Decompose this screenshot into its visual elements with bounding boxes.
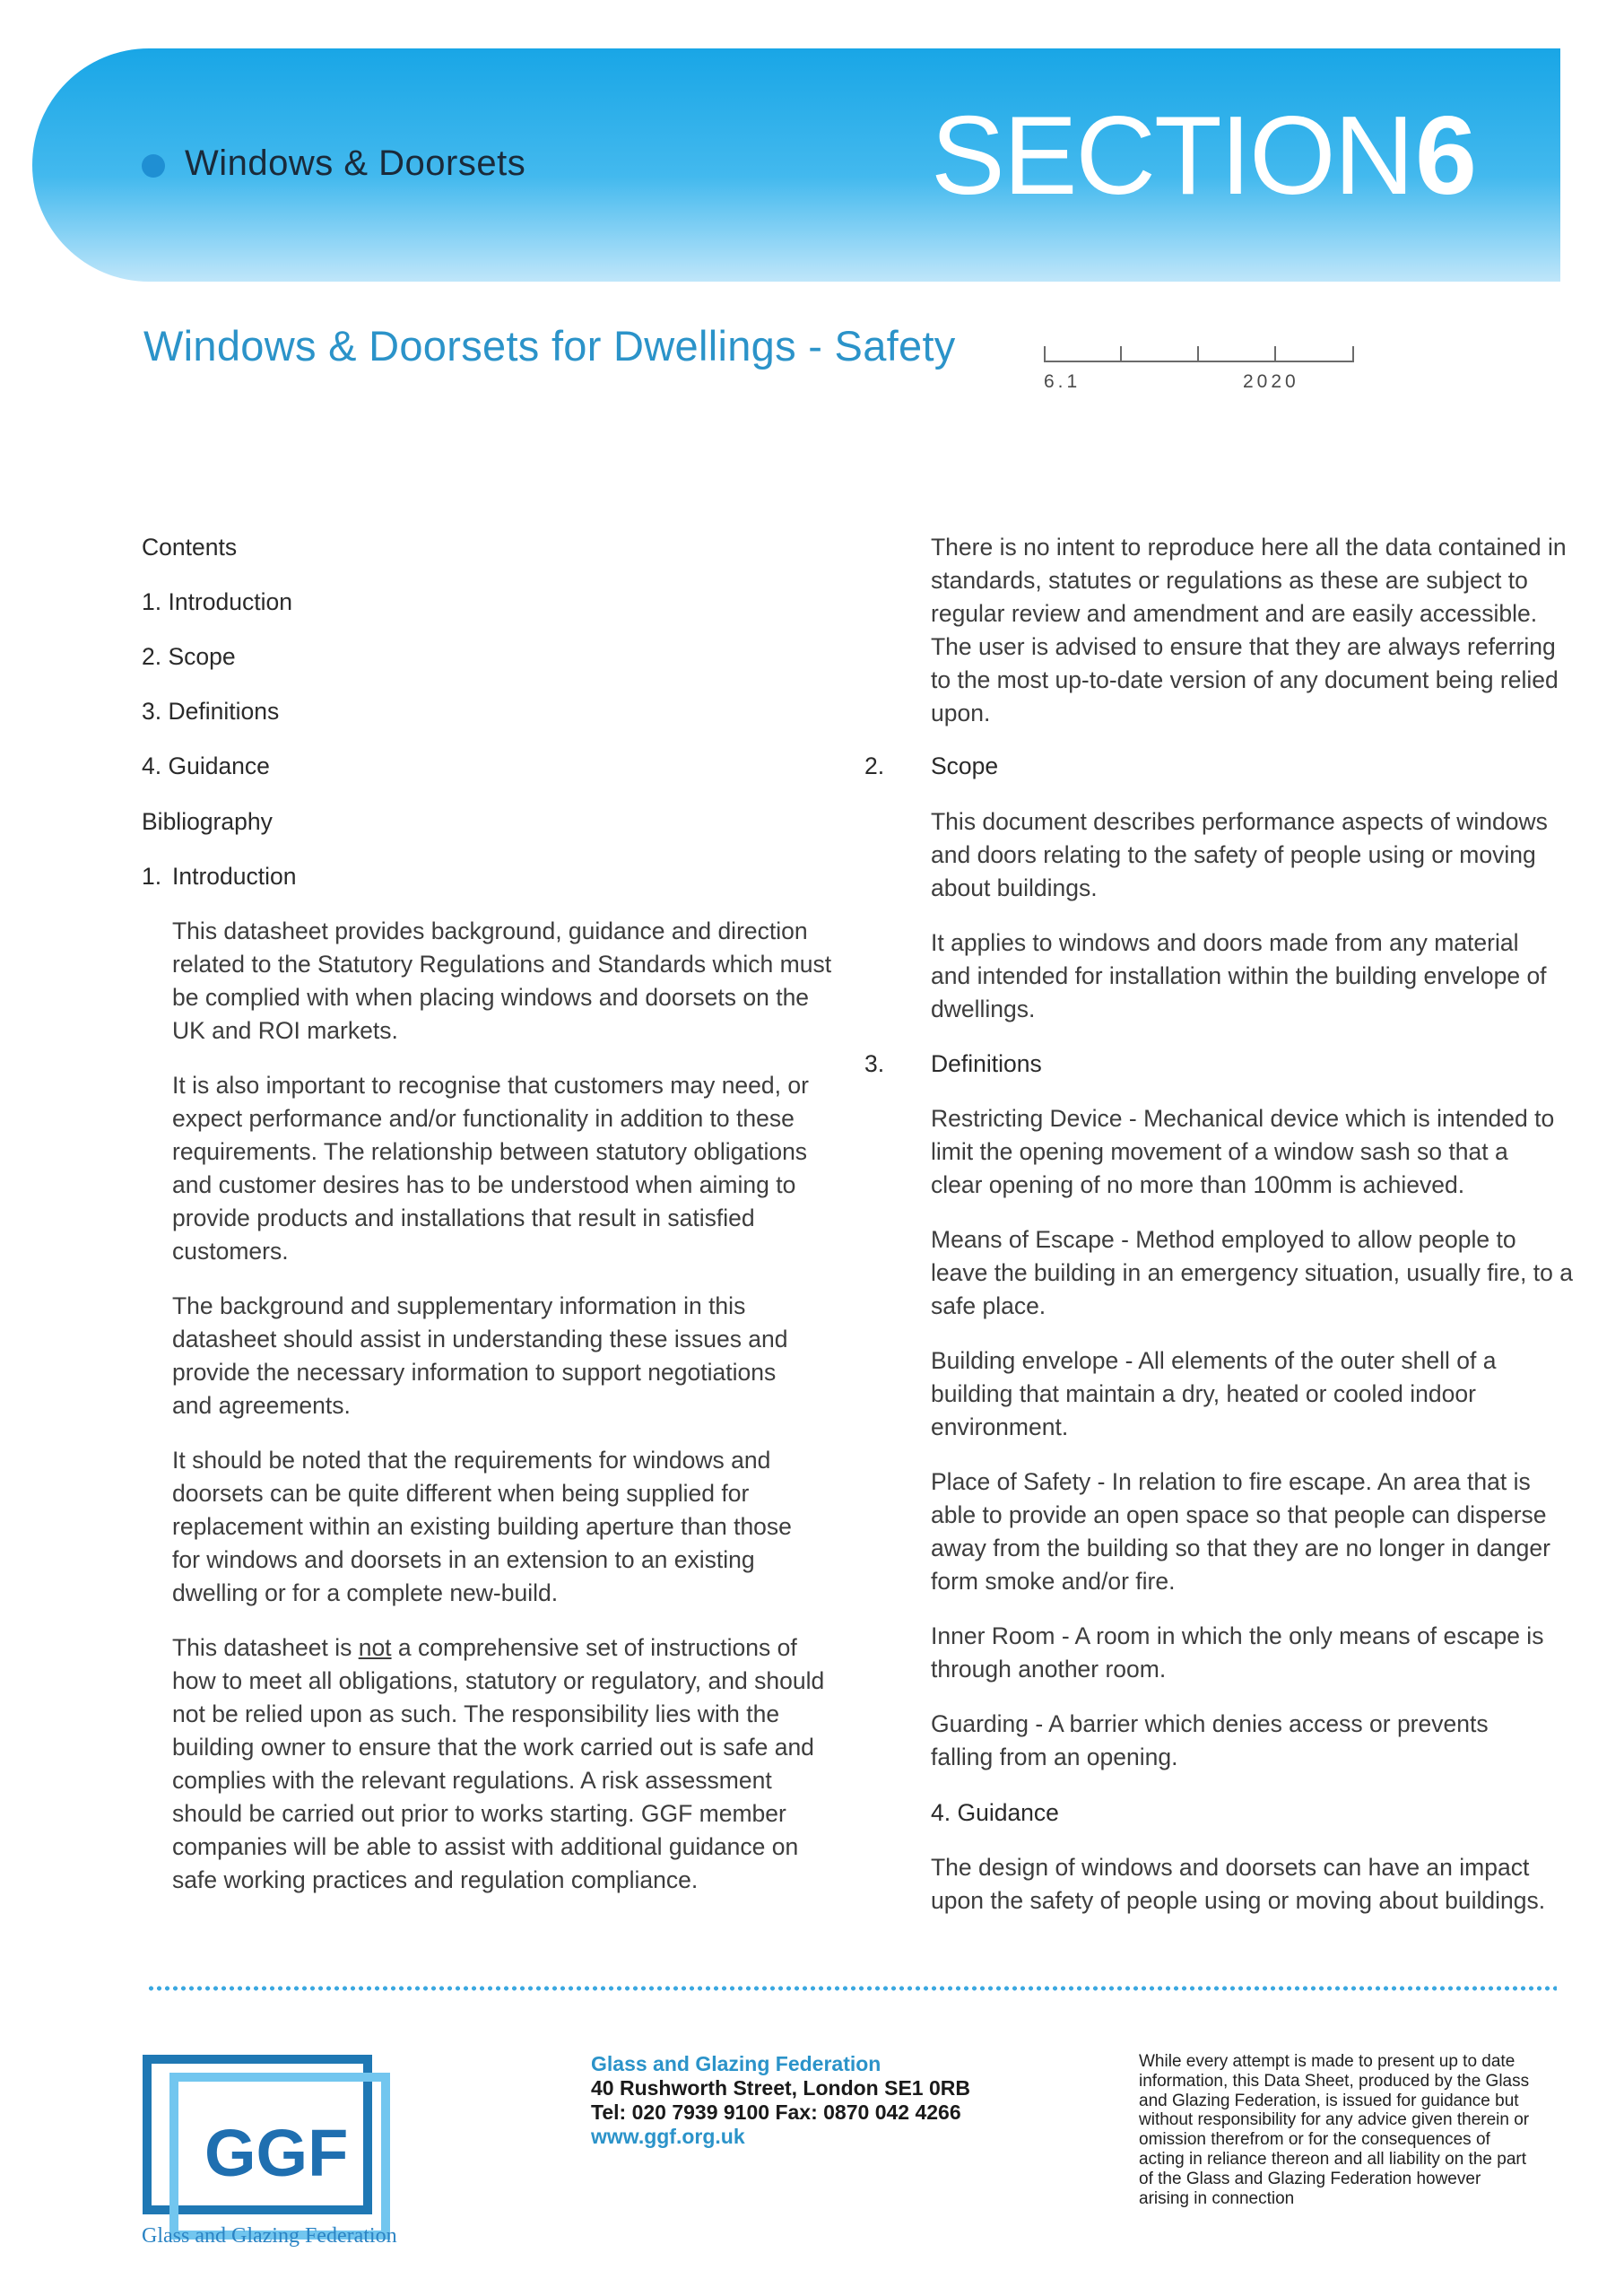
page-title: Windows & Doorsets for Dwellings - Safety (143, 322, 956, 370)
contents-item: 1. Introduction (142, 588, 292, 615)
guidance-paragraph: The design of windows and doorsets can have an impact upon the safety of people using or moving about buildings. (931, 1854, 1546, 1914)
definition-item: Means of Escape - Method employed to allow people to leave the building in an emergency situation, usually fire, to a safe place. (931, 1226, 1573, 1319)
intro-paragraph: It should be noted that the requirements for windows and doorsets can be quite different when being supplied for replacement within an existing building aperture than those for windows and doorsets in an extension to an existing dwelling or for a complete new-build. (172, 1447, 792, 1606)
section-heading: 4. Guidance (931, 1799, 1059, 1826)
ruler-tick (1274, 346, 1276, 362)
section-heading: Introduction (172, 863, 297, 890)
ruler-tick (1197, 346, 1199, 362)
para-text: a comprehensive set of instructions of how to meet all obligations, statutory or regulatory, and should not be relied upon as such. The responsibility lies with the building owner to ensure that the work carried out is safe and complies with the relevant regulations. A risk assessment should be carried out prior to works starting. GGF member companies will be able to assist with additional guidance on safe working practices and regulation compliance. (172, 1634, 825, 1893)
intro-paragraph: This datasheet provides background, guidance and direction related to the Statutory Regulations and Standards which must be complied with when placing windows and doorsets on the UK and ROI markets. (172, 918, 832, 1044)
contents-heading: Contents (142, 534, 238, 561)
logo-text: GGF (204, 2116, 349, 2190)
definition-item: Restricting Device - Mechanical device which is intended to limit the opening movement of a window sash so that a clear opening of no more than 100mm is achieved. (931, 1105, 1555, 1198)
org-name: Glass and Glazing Federation (591, 2052, 881, 2075)
revision-ruler (1044, 343, 1354, 362)
para-text: This datasheet is (172, 1634, 359, 1661)
intro-paragraph: It is also important to recognise that customers may need, or expect performance and/or functionality in addition to these requirements. The relationship between statutory obligations and customer desires has to be understood when aiming to provide products and installations that result in satisfied customers. (172, 1072, 809, 1265)
contents-item: 2. Scope (142, 643, 236, 670)
intro-continued-paragraph: There is no intent to reproduce here all the data contained in standards, statutes or regulations as these are subject to regular review and amendment and are easily accessible. The user is advised to ensure that they are always referring to the most up-to-date version of any document being relied upon. (931, 534, 1567, 726)
phone-fax: Tel: 020 7939 9100 Fax: 0870 042 4266 (591, 2100, 961, 2124)
section-heading: Scope (931, 752, 999, 779)
revision-number: 6.1 (1044, 371, 1081, 392)
disclaimer: While every attempt is made to present up to date information, this Data Sheet, produced by the Glass and Glazing Federation, is issued for guidance but without responsibility for any advice given therein or omission therefrom or for the consequences of acting in reliance thereon and all liability on the part of the Glass and Glazing Federation however arising in connection (1139, 2052, 1530, 2208)
ruler-tick (1352, 346, 1354, 362)
para-underlined: not (358, 1634, 392, 1661)
section-number: 6 (1415, 94, 1477, 218)
section-number: 1. (142, 863, 162, 890)
definition-item: Building envelope - All elements of the outer shell of a building that maintain a dry, heated or cooled indoor environment. (931, 1347, 1497, 1440)
section-number: 3. (864, 1050, 885, 1077)
definition-item: Guarding - A barrier which denies access or prevents falling from an opening. (931, 1710, 1489, 1770)
scope-paragraph: This document describes performance aspects of windows and doors relating to the safety of people using or moving about buildings. (931, 808, 1548, 901)
ggf-logo (142, 2054, 393, 2242)
banner-label: Windows & Doorsets (185, 144, 526, 183)
definition-item: Inner Room - A room in which the only means of escape is through another room. (931, 1622, 1544, 1683)
logo-caption: Glass and Glazing Federation (142, 2224, 397, 2248)
section-heading: Definitions (931, 1050, 1042, 1077)
bullet-dot-icon (142, 154, 165, 178)
scope-paragraph: It applies to windows and doors made from any material and intended for installation within the building envelope of dwellings. (931, 929, 1547, 1022)
contents-item: 3. Definitions (142, 698, 280, 725)
intro-paragraph-disclaimer (172, 1631, 841, 1897)
address: 40 Rushworth Street, London SE1 0RB (591, 2076, 970, 2100)
ruler-line (1044, 361, 1354, 362)
revision-year: 2020 (1243, 371, 1299, 392)
intro-paragraph: The background and supplementary information in this datasheet should assist in understanding these issues and provide the necessary information to support negotiations and agreements. (172, 1292, 788, 1419)
contents-item: 4. Guidance (142, 752, 270, 779)
contact-block (591, 2052, 970, 2149)
website-link[interactable]: www.ggf.org.uk (591, 2125, 745, 2148)
dotted-divider (147, 1986, 1557, 1991)
ruler-tick (1120, 346, 1122, 362)
section-word: SECTION (931, 94, 1413, 218)
contents-bibliography: Bibliography (142, 808, 273, 835)
section-number: 2. (864, 752, 885, 779)
definition-item: Place of Safety - In relation to fire escape. An area that is able to provide an open space so that people can disperse away from the building so that they are no longer in danger form smoke and/or fire. (931, 1468, 1550, 1595)
ruler-tick (1044, 346, 1046, 362)
